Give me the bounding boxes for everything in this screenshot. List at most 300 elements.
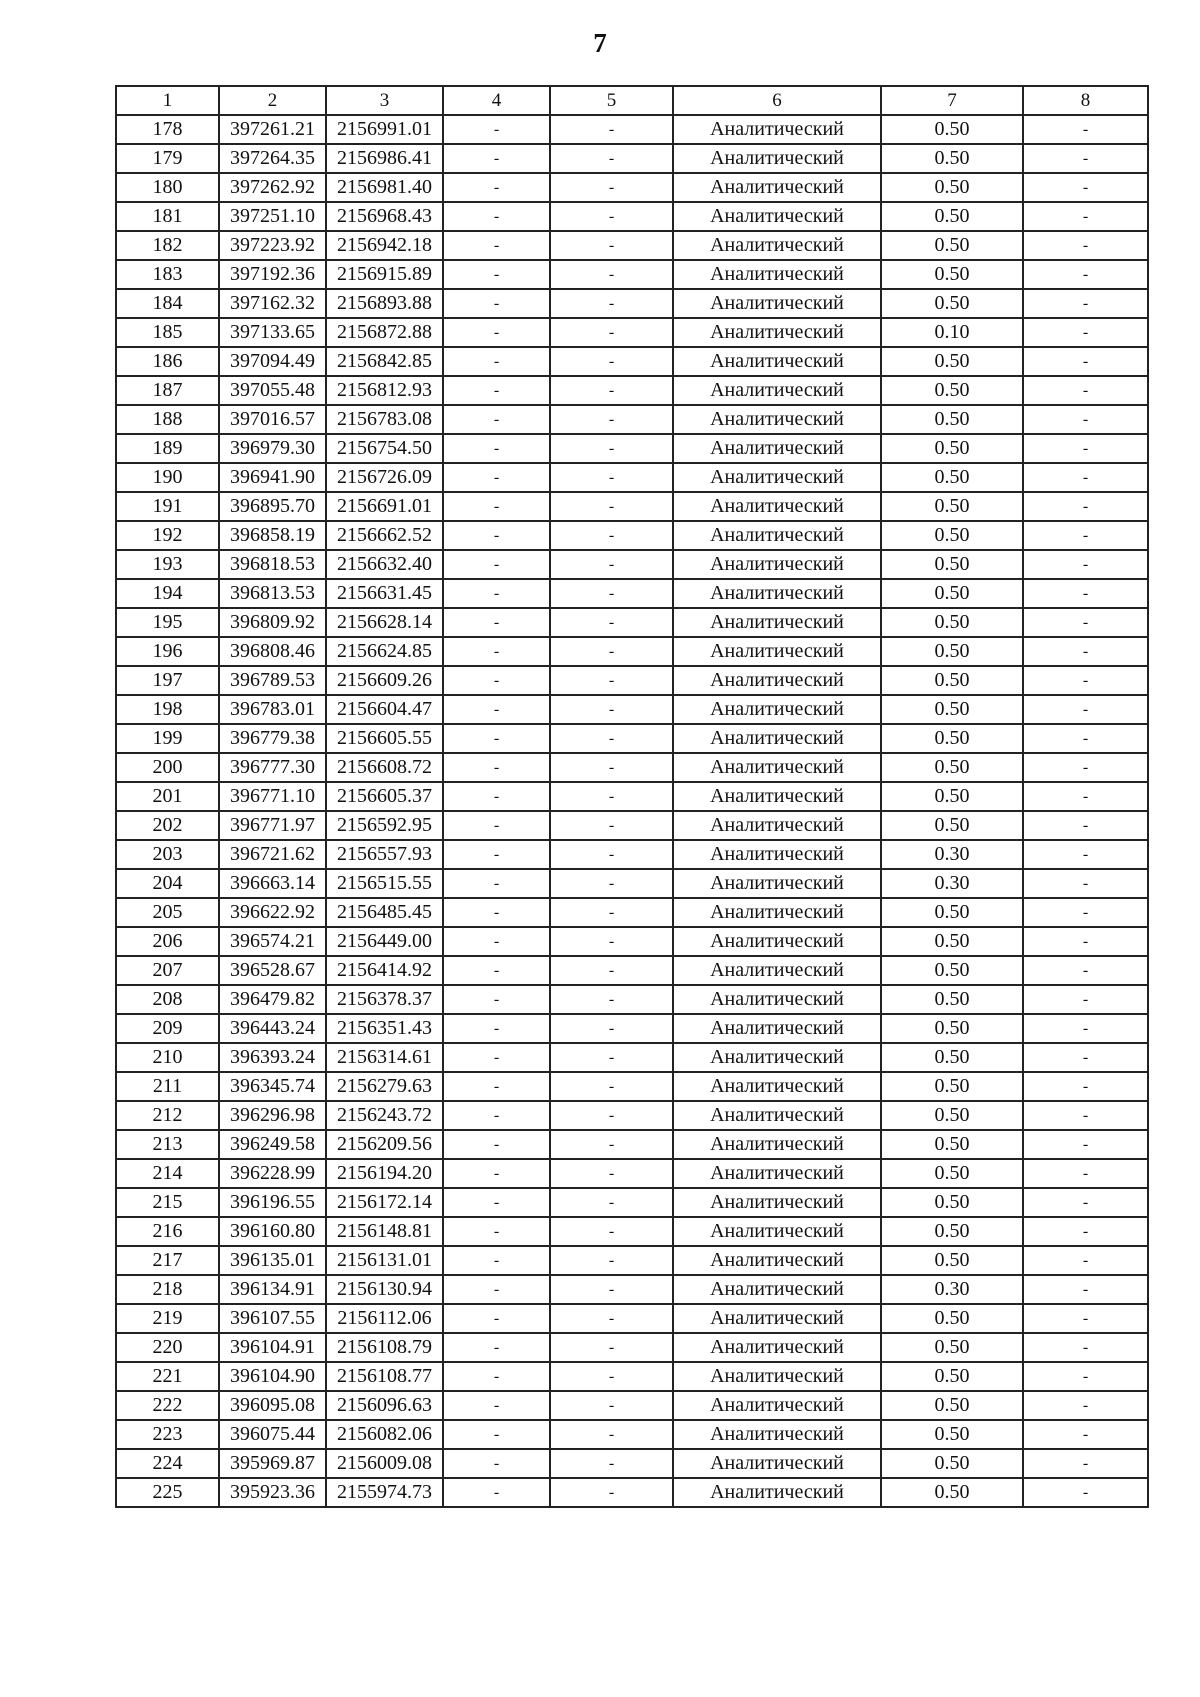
x-coordinate-cell: 396721.62	[219, 840, 326, 869]
column-4-cell: -	[443, 1043, 550, 1072]
method-cell: Аналитический	[673, 666, 881, 695]
accuracy-cell: 0.50	[881, 898, 1023, 927]
column-8-cell: -	[1023, 115, 1148, 144]
point-number-cell: 184	[116, 289, 219, 318]
column-8-cell: -	[1023, 869, 1148, 898]
point-number-cell: 197	[116, 666, 219, 695]
y-coordinate-cell: 2156314.61	[326, 1043, 443, 1072]
column-5-cell: -	[550, 173, 673, 202]
column-5-cell: -	[550, 115, 673, 144]
x-coordinate-cell: 396443.24	[219, 1014, 326, 1043]
accuracy-cell: 0.50	[881, 521, 1023, 550]
column-5-cell: -	[550, 1478, 673, 1507]
method-cell: Аналитический	[673, 1159, 881, 1188]
y-coordinate-cell: 2156968.43	[326, 202, 443, 231]
y-coordinate-cell: 2156628.14	[326, 608, 443, 637]
x-coordinate-cell: 396479.82	[219, 985, 326, 1014]
x-coordinate-cell: 396075.44	[219, 1420, 326, 1449]
accuracy-cell: 0.50	[881, 1333, 1023, 1362]
column-8-cell: -	[1023, 289, 1148, 318]
column-8-cell: -	[1023, 956, 1148, 985]
column-header: 5	[550, 86, 673, 115]
column-8-cell: -	[1023, 1246, 1148, 1275]
y-coordinate-cell: 2156624.85	[326, 637, 443, 666]
column-header: 1	[116, 86, 219, 115]
column-4-cell: -	[443, 869, 550, 898]
x-coordinate-cell: 395923.36	[219, 1478, 326, 1507]
accuracy-cell: 0.50	[881, 376, 1023, 405]
accuracy-cell: 0.50	[881, 1188, 1023, 1217]
accuracy-cell: 0.50	[881, 666, 1023, 695]
column-8-cell: -	[1023, 840, 1148, 869]
y-coordinate-cell: 2156872.88	[326, 318, 443, 347]
table-row	[116, 1362, 1148, 1391]
accuracy-cell: 0.30	[881, 869, 1023, 898]
table-row	[116, 492, 1148, 521]
point-number-cell: 214	[116, 1159, 219, 1188]
method-cell: Аналитический	[673, 521, 881, 550]
column-4-cell: -	[443, 550, 550, 579]
column-header: 3	[326, 86, 443, 115]
x-coordinate-cell: 396895.70	[219, 492, 326, 521]
table-row	[116, 1159, 1148, 1188]
column-4-cell: -	[443, 1188, 550, 1217]
table-header-row	[116, 86, 1148, 115]
table-row	[116, 666, 1148, 695]
point-number-cell: 205	[116, 898, 219, 927]
y-coordinate-cell: 2156662.52	[326, 521, 443, 550]
column-8-cell: -	[1023, 1449, 1148, 1478]
column-5-cell: -	[550, 289, 673, 318]
y-coordinate-cell: 2156009.08	[326, 1449, 443, 1478]
column-5-cell: -	[550, 840, 673, 869]
column-5-cell: -	[550, 1246, 673, 1275]
column-4-cell: -	[443, 318, 550, 347]
column-8-cell: -	[1023, 666, 1148, 695]
accuracy-cell: 0.50	[881, 434, 1023, 463]
accuracy-cell: 0.50	[881, 1043, 1023, 1072]
column-4-cell: -	[443, 115, 550, 144]
column-8-cell: -	[1023, 173, 1148, 202]
column-5-cell: -	[550, 492, 673, 521]
y-coordinate-cell: 2156942.18	[326, 231, 443, 260]
y-coordinate-cell: 2156991.01	[326, 115, 443, 144]
y-coordinate-cell: 2156209.56	[326, 1130, 443, 1159]
table-row	[116, 463, 1148, 492]
method-cell: Аналитический	[673, 1333, 881, 1362]
column-8-cell: -	[1023, 1333, 1148, 1362]
column-5-cell: -	[550, 1217, 673, 1246]
column-5-cell: -	[550, 1072, 673, 1101]
table-row	[116, 173, 1148, 202]
y-coordinate-cell: 2156842.85	[326, 347, 443, 376]
column-4-cell: -	[443, 782, 550, 811]
point-number-cell: 224	[116, 1449, 219, 1478]
accuracy-cell: 0.50	[881, 1391, 1023, 1420]
x-coordinate-cell: 396196.55	[219, 1188, 326, 1217]
table-row	[116, 782, 1148, 811]
table-row	[116, 202, 1148, 231]
table-row	[116, 695, 1148, 724]
y-coordinate-cell: 2156351.43	[326, 1014, 443, 1043]
column-8-cell: -	[1023, 1043, 1148, 1072]
x-coordinate-cell: 396228.99	[219, 1159, 326, 1188]
column-4-cell: -	[443, 231, 550, 260]
column-8-cell: -	[1023, 1275, 1148, 1304]
column-4-cell: -	[443, 927, 550, 956]
column-5-cell: -	[550, 231, 673, 260]
method-cell: Аналитический	[673, 144, 881, 173]
column-5-cell: -	[550, 695, 673, 724]
method-cell: Аналитический	[673, 579, 881, 608]
x-coordinate-cell: 396809.92	[219, 608, 326, 637]
method-cell: Аналитический	[673, 1014, 881, 1043]
column-5-cell: -	[550, 927, 673, 956]
accuracy-cell: 0.50	[881, 782, 1023, 811]
x-coordinate-cell: 396107.55	[219, 1304, 326, 1333]
method-cell: Аналитический	[673, 811, 881, 840]
y-coordinate-cell: 2156172.14	[326, 1188, 443, 1217]
x-coordinate-cell: 396779.38	[219, 724, 326, 753]
column-8-cell: -	[1023, 376, 1148, 405]
table-row	[116, 811, 1148, 840]
method-cell: Аналитический	[673, 1188, 881, 1217]
column-8-cell: -	[1023, 782, 1148, 811]
point-number-cell: 213	[116, 1130, 219, 1159]
point-number-cell: 222	[116, 1391, 219, 1420]
y-coordinate-cell: 2156148.81	[326, 1217, 443, 1246]
accuracy-cell: 0.50	[881, 202, 1023, 231]
accuracy-cell: 0.50	[881, 1072, 1023, 1101]
x-coordinate-cell: 396622.92	[219, 898, 326, 927]
column-4-cell: -	[443, 521, 550, 550]
column-header: 2	[219, 86, 326, 115]
method-cell: Аналитический	[673, 1246, 881, 1275]
method-cell: Аналитический	[673, 173, 881, 202]
table-row	[116, 115, 1148, 144]
point-number-cell: 212	[116, 1101, 219, 1130]
point-number-cell: 186	[116, 347, 219, 376]
accuracy-cell: 0.50	[881, 1478, 1023, 1507]
point-number-cell: 216	[116, 1217, 219, 1246]
point-number-cell: 182	[116, 231, 219, 260]
column-5-cell: -	[550, 550, 673, 579]
x-coordinate-cell: 396095.08	[219, 1391, 326, 1420]
accuracy-cell: 0.50	[881, 1304, 1023, 1333]
x-coordinate-cell: 396858.19	[219, 521, 326, 550]
y-coordinate-cell: 2156485.45	[326, 898, 443, 927]
table-row	[116, 1043, 1148, 1072]
table-row	[116, 260, 1148, 289]
x-coordinate-cell: 397261.21	[219, 115, 326, 144]
column-5-cell: -	[550, 1275, 673, 1304]
x-coordinate-cell: 395969.87	[219, 1449, 326, 1478]
point-number-cell: 225	[116, 1478, 219, 1507]
point-number-cell: 180	[116, 173, 219, 202]
x-coordinate-cell: 397223.92	[219, 231, 326, 260]
column-4-cell: -	[443, 1478, 550, 1507]
accuracy-cell: 0.50	[881, 753, 1023, 782]
column-5-cell: -	[550, 1130, 673, 1159]
accuracy-cell: 0.50	[881, 492, 1023, 521]
method-cell: Аналитический	[673, 1420, 881, 1449]
table-row	[116, 1333, 1148, 1362]
x-coordinate-cell: 396393.24	[219, 1043, 326, 1072]
column-8-cell: -	[1023, 753, 1148, 782]
accuracy-cell: 0.50	[881, 1449, 1023, 1478]
y-coordinate-cell: 2156112.06	[326, 1304, 443, 1333]
y-coordinate-cell: 2156108.79	[326, 1333, 443, 1362]
column-4-cell: -	[443, 608, 550, 637]
method-cell: Аналитический	[673, 1072, 881, 1101]
y-coordinate-cell: 2156986.41	[326, 144, 443, 173]
point-number-cell: 207	[116, 956, 219, 985]
column-5-cell: -	[550, 463, 673, 492]
column-5-cell: -	[550, 579, 673, 608]
x-coordinate-cell: 396574.21	[219, 927, 326, 956]
point-number-cell: 204	[116, 869, 219, 898]
method-cell: Аналитический	[673, 318, 881, 347]
column-5-cell: -	[550, 956, 673, 985]
x-coordinate-cell: 397192.36	[219, 260, 326, 289]
point-number-cell: 209	[116, 1014, 219, 1043]
column-8-cell: -	[1023, 724, 1148, 753]
accuracy-cell: 0.50	[881, 1217, 1023, 1246]
column-8-cell: -	[1023, 898, 1148, 927]
x-coordinate-cell: 396663.14	[219, 869, 326, 898]
column-8-cell: -	[1023, 1072, 1148, 1101]
column-5-cell: -	[550, 318, 673, 347]
column-4-cell: -	[443, 1362, 550, 1391]
column-5-cell: -	[550, 1449, 673, 1478]
table-row	[116, 231, 1148, 260]
table-row	[116, 434, 1148, 463]
method-cell: Аналитический	[673, 956, 881, 985]
point-number-cell: 221	[116, 1362, 219, 1391]
accuracy-cell: 0.50	[881, 637, 1023, 666]
column-4-cell: -	[443, 1101, 550, 1130]
y-coordinate-cell: 2156726.09	[326, 463, 443, 492]
column-5-cell: -	[550, 434, 673, 463]
point-number-cell: 208	[116, 985, 219, 1014]
table-row	[116, 289, 1148, 318]
table-row	[116, 927, 1148, 956]
column-8-cell: -	[1023, 463, 1148, 492]
y-coordinate-cell: 2156449.00	[326, 927, 443, 956]
column-8-cell: -	[1023, 1304, 1148, 1333]
column-5-cell: -	[550, 405, 673, 434]
column-8-cell: -	[1023, 521, 1148, 550]
column-4-cell: -	[443, 753, 550, 782]
accuracy-cell: 0.50	[881, 1420, 1023, 1449]
column-8-cell: -	[1023, 1101, 1148, 1130]
x-coordinate-cell: 397251.10	[219, 202, 326, 231]
column-4-cell: -	[443, 579, 550, 608]
point-number-cell: 193	[116, 550, 219, 579]
column-8-cell: -	[1023, 608, 1148, 637]
method-cell: Аналитический	[673, 405, 881, 434]
accuracy-cell: 0.50	[881, 927, 1023, 956]
y-coordinate-cell: 2156096.63	[326, 1391, 443, 1420]
method-cell: Аналитический	[673, 1130, 881, 1159]
accuracy-cell: 0.50	[881, 1159, 1023, 1188]
method-cell: Аналитический	[673, 115, 881, 144]
method-cell: Аналитический	[673, 347, 881, 376]
x-coordinate-cell: 396771.97	[219, 811, 326, 840]
table-row	[116, 956, 1148, 985]
method-cell: Аналитический	[673, 927, 881, 956]
column-4-cell: -	[443, 1130, 550, 1159]
point-number-cell: 217	[116, 1246, 219, 1275]
column-8-cell: -	[1023, 811, 1148, 840]
y-coordinate-cell: 2156108.77	[326, 1362, 443, 1391]
method-cell: Аналитический	[673, 1217, 881, 1246]
column-4-cell: -	[443, 463, 550, 492]
method-cell: Аналитический	[673, 463, 881, 492]
column-4-cell: -	[443, 492, 550, 521]
column-4-cell: -	[443, 434, 550, 463]
column-5-cell: -	[550, 985, 673, 1014]
table-row	[116, 1014, 1148, 1043]
method-cell: Аналитический	[673, 1275, 881, 1304]
column-4-cell: -	[443, 985, 550, 1014]
x-coordinate-cell: 397264.35	[219, 144, 326, 173]
x-coordinate-cell: 396134.91	[219, 1275, 326, 1304]
table-row	[116, 1130, 1148, 1159]
y-coordinate-cell: 2156131.01	[326, 1246, 443, 1275]
column-8-cell: -	[1023, 695, 1148, 724]
y-coordinate-cell: 2156631.45	[326, 579, 443, 608]
x-coordinate-cell: 397262.92	[219, 173, 326, 202]
accuracy-cell: 0.50	[881, 463, 1023, 492]
point-number-cell: 178	[116, 115, 219, 144]
x-coordinate-cell: 396104.91	[219, 1333, 326, 1362]
y-coordinate-cell: 2156812.93	[326, 376, 443, 405]
method-cell: Аналитический	[673, 260, 881, 289]
y-coordinate-cell: 2156414.92	[326, 956, 443, 985]
column-4-cell: -	[443, 1275, 550, 1304]
table-row	[116, 1449, 1148, 1478]
point-number-cell: 191	[116, 492, 219, 521]
point-number-cell: 190	[116, 463, 219, 492]
column-5-cell: -	[550, 521, 673, 550]
point-number-cell: 196	[116, 637, 219, 666]
column-5-cell: -	[550, 1159, 673, 1188]
accuracy-cell: 0.50	[881, 260, 1023, 289]
column-5-cell: -	[550, 869, 673, 898]
method-cell: Аналитический	[673, 782, 881, 811]
column-8-cell: -	[1023, 260, 1148, 289]
column-4-cell: -	[443, 695, 550, 724]
y-coordinate-cell: 2156515.55	[326, 869, 443, 898]
column-header: 6	[673, 86, 881, 115]
method-cell: Аналитический	[673, 289, 881, 318]
accuracy-cell: 0.30	[881, 840, 1023, 869]
column-4-cell: -	[443, 811, 550, 840]
point-number-cell: 203	[116, 840, 219, 869]
accuracy-cell: 0.50	[881, 1014, 1023, 1043]
x-coordinate-cell: 397016.57	[219, 405, 326, 434]
column-8-cell: -	[1023, 492, 1148, 521]
y-coordinate-cell: 2155974.73	[326, 1478, 443, 1507]
coordinates-table	[115, 85, 1149, 1508]
column-header: 7	[881, 86, 1023, 115]
method-cell: Аналитический	[673, 492, 881, 521]
y-coordinate-cell: 2156605.55	[326, 724, 443, 753]
y-coordinate-cell: 2156691.01	[326, 492, 443, 521]
x-coordinate-cell: 396528.67	[219, 956, 326, 985]
table-row	[116, 1217, 1148, 1246]
method-cell: Аналитический	[673, 840, 881, 869]
column-8-cell: -	[1023, 1478, 1148, 1507]
point-number-cell: 188	[116, 405, 219, 434]
table-row	[116, 898, 1148, 927]
column-5-cell: -	[550, 1304, 673, 1333]
point-number-cell: 202	[116, 811, 219, 840]
method-cell: Аналитический	[673, 202, 881, 231]
table-row	[116, 1420, 1148, 1449]
point-number-cell: 220	[116, 1333, 219, 1362]
accuracy-cell: 0.50	[881, 1362, 1023, 1391]
column-5-cell: -	[550, 347, 673, 376]
point-number-cell: 201	[116, 782, 219, 811]
accuracy-cell: 0.50	[881, 347, 1023, 376]
y-coordinate-cell: 2156378.37	[326, 985, 443, 1014]
column-8-cell: -	[1023, 1188, 1148, 1217]
point-number-cell: 187	[116, 376, 219, 405]
method-cell: Аналитический	[673, 1043, 881, 1072]
accuracy-cell: 0.50	[881, 173, 1023, 202]
table-row	[116, 985, 1148, 1014]
table-row	[116, 405, 1148, 434]
x-coordinate-cell: 396783.01	[219, 695, 326, 724]
method-cell: Аналитический	[673, 869, 881, 898]
column-8-cell: -	[1023, 231, 1148, 260]
point-number-cell: 210	[116, 1043, 219, 1072]
table-row	[116, 550, 1148, 579]
x-coordinate-cell: 397094.49	[219, 347, 326, 376]
column-8-cell: -	[1023, 318, 1148, 347]
column-5-cell: -	[550, 376, 673, 405]
column-8-cell: -	[1023, 550, 1148, 579]
column-8-cell: -	[1023, 579, 1148, 608]
y-coordinate-cell: 2156605.37	[326, 782, 443, 811]
y-coordinate-cell: 2156082.06	[326, 1420, 443, 1449]
column-5-cell: -	[550, 753, 673, 782]
method-cell: Аналитический	[673, 1449, 881, 1478]
column-5-cell: -	[550, 811, 673, 840]
column-4-cell: -	[443, 840, 550, 869]
column-4-cell: -	[443, 289, 550, 318]
method-cell: Аналитический	[673, 608, 881, 637]
method-cell: Аналитический	[673, 637, 881, 666]
table-row	[116, 1246, 1148, 1275]
table-row	[116, 347, 1148, 376]
column-5-cell: -	[550, 1333, 673, 1362]
point-number-cell: 219	[116, 1304, 219, 1333]
column-5-cell: -	[550, 637, 673, 666]
accuracy-cell: 0.50	[881, 579, 1023, 608]
x-coordinate-cell: 396104.90	[219, 1362, 326, 1391]
table-body	[116, 115, 1148, 1507]
page-number: 7	[593, 28, 607, 58]
column-5-cell: -	[550, 144, 673, 173]
column-4-cell: -	[443, 1391, 550, 1420]
column-4-cell: -	[443, 1449, 550, 1478]
method-cell: Аналитический	[673, 1391, 881, 1420]
method-cell: Аналитический	[673, 1478, 881, 1507]
x-coordinate-cell: 396135.01	[219, 1246, 326, 1275]
